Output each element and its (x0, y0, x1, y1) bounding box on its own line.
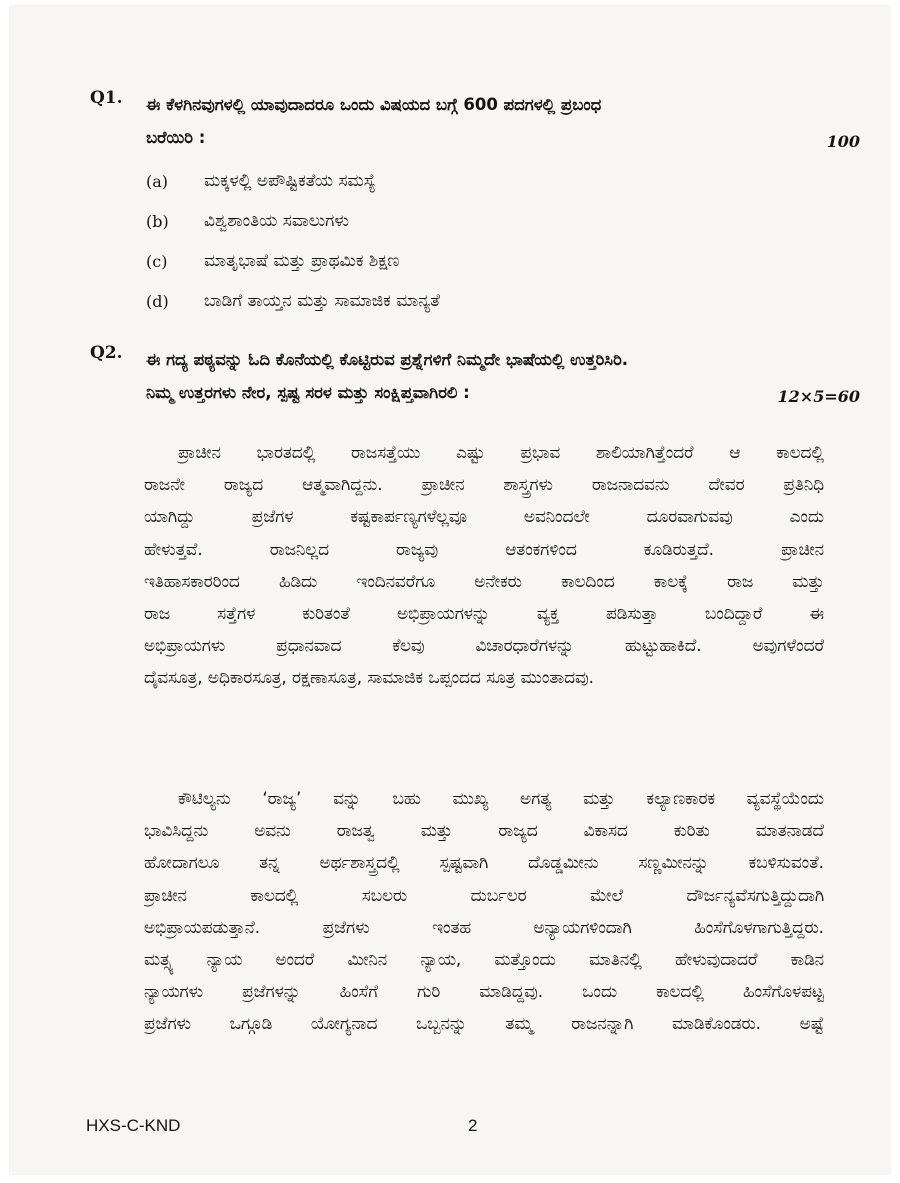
question-number: Q1. (90, 88, 123, 108)
passage-line: ರಾಜ ಸತ್ತೆಗಳ ಕುರಿತಂತೆ ಅಭಿಪ್ರಾಯಗಳನ್ನು ವ್ಯಕ್ತ ಪಡಿಸುತ್ತಾ ಬಂದಿದ್ದಾರೆ ಈ (144, 603, 824, 624)
option-label: (d) (146, 291, 169, 311)
passage-line: ಪ್ರಜೆಗಳು ಒಗ್ಗೂಡಿ ಯೋಗ್ಯನಾದ ಒಬ್ಬನನ್ನು ತಮ್ಮ ರಾಜನನ್ನಾಗಿ ಮಾಡಿಕೊಂಡರು. ಅಷ್ಟೆ (144, 1013, 824, 1034)
option-text: ವಿಶ್ವಶಾಂತಿಯ ಸವಾಲುಗಳು (204, 211, 349, 231)
option-text: ಬಾಡಿಗೆ ತಾಯ್ತನ ಮತ್ತು ಸಾಮಾಜಿಕ ಮಾನ್ಯತೆ (204, 291, 440, 311)
option-label: (c) (146, 251, 168, 271)
passage-line: ಅಭಿಪ್ರಾಯಪಡುತ್ತಾನೆ. ಪ್ರಜೆಗಳು ಇಂತಹ ಅನ್ಯಾಯಗಳಿಂದಾಗಿ ಹಿಂಸೆಗೊಳಗಾಗುತ್ತಿದ್ದರು. (144, 916, 824, 937)
passage-line: ಅಭಿಪ್ರಾಯಗಳು ಪ್ರಧಾನವಾದ ಕೆಲವು ವಿಚಾರಧಾರೆಗಳನ್ನು ಹುಟ್ಟುಹಾಕಿದೆ. ಅವುಗಳೆಂದರೆ (144, 635, 824, 656)
option-label: (a) (146, 171, 169, 191)
passage-paragraph-1 (144, 436, 824, 694)
page-number: 2 (468, 1116, 478, 1135)
question-2 (90, 343, 860, 413)
option-item (146, 241, 786, 281)
marks: 100 (826, 132, 860, 151)
question-line: ಈ ಗದ್ಯ ಪಠ್ಯವನ್ನು ಓದಿ ಕೊನೆಯಲ್ಲಿ ಕೊಟ್ಟಿರುವ ಪ್ರಶ್ನೆಗಳಿಗೆ ನಿಮ್ಮದೇ ಭಾಷೆಯಲ್ಲಿ ಉತ್ತರಿಸಿರಿ. (146, 350, 629, 369)
passage-line: ಮತ್ಸ್ಯ ನ್ಯಾಯ ಅಂದರೆ ಮೀನಿನ ನ್ಯಾಯ, ಮತ್ತೊಂದು ಮಾತಿನಲ್ಲಿ ಹೇಳುವುದಾದರೆ ಕಾಡಿನ (144, 949, 824, 970)
exam-page (10, 6, 890, 1174)
passage-paragraph-2 (144, 782, 824, 1040)
option-label: (b) (146, 211, 169, 231)
passage-line: ಪ್ರಾಚೀನ ಕಾಲದಲ್ಲಿ ಸಬಲರು ದುರ್ಬಲರ ಮೇಲೆ ದೌರ್ಜನ್ಯವೆಸಗುತ್ತಿದ್ದುದಾಗಿ (144, 884, 824, 905)
question-1 (90, 88, 860, 158)
question-line: ನಿಮ್ಮ ಉತ್ತರಗಳು ನೇರ, ಸ್ಪಷ್ಟ ಸರಳ ಮತ್ತು ಸಂಕ್ಷಿಪ್ತವಾಗಿರಲಿ : (146, 383, 470, 402)
question-line: ಈ ಕೆಳಗಿನವುಗಳಲ್ಲಿ ಯಾವುದಾದರೂ ಒಂದು ವಿಷಯದ ಬಗ್ಗೆ 600 ಪದಗಳಲ್ಲಿ ಪ್ರಬಂಧ (146, 95, 602, 114)
paper-code: HXS-C-KND (86, 1116, 181, 1135)
marks: 12×5=60 (777, 387, 860, 406)
passage-line: ಹೇಳುತ್ತವೆ. ರಾಜನಿಲ್ಲದ ರಾಜ್ಯವು ಆತಂಕಗಳಿಂದ ಕೂಡಿರುತ್ತದೆ. ಪ್ರಾಚೀನ (144, 538, 824, 559)
question-number: Q2. (90, 343, 123, 363)
passage-line: ದೈವಸೂತ್ರ, ಅಧಿಕಾರಸೂತ್ರ, ರಕ್ಷಣಾಸೂತ್ರ, ಸಾಮಾಜಿಕ ಒಪ್ಪಂದದ ಸೂತ್ರ ಮುಂತಾದವು. (144, 667, 594, 688)
option-item (146, 201, 786, 241)
passage-line: ಪ್ರಾಚೀನ ಭಾರತದಲ್ಲಿ ರಾಜಸತ್ತೆಯು ಎಷ್ಟು ಪ್ರಭಾವ ಶಾಲಿಯಾಗಿತ್ತೆಂದರೆ ಆ ಕಾಲದಲ್ಲಿ (178, 442, 824, 462)
question-line: ಬರೆಯಿರಿ : (146, 128, 206, 147)
passage-line: ಯಾಗಿದ್ದು ಪ್ರಜೆಗಳ ಕಷ್ಟಕಾರ್ಪಣ್ಯಗಳೆಲ್ಲವೂ ಅವನಿಂದಲೇ ದೂರವಾಗುವವು ಎಂದು (144, 506, 824, 527)
question-text (146, 343, 850, 409)
options-list (146, 161, 786, 321)
passage-line: ರಾಜನೇ ರಾಜ್ಯದ ಆತ್ಮವಾಗಿದ್ದನು. ಪ್ರಾಚೀನ ಶಾಸ್ತ್ರಗಳು ರಾಜನಾದವನು ದೇವರ ಪ್ರತಿನಿಧಿ (144, 474, 824, 495)
option-text: ಮಕ್ಕಳಲ್ಲಿ ಅಪೌಷ್ಟಿಕತೆಯ ಸಮಸ್ಯೆ (204, 171, 376, 191)
passage-line: ಭಾವಿಸಿದ್ದನು ಅವನು ರಾಜತ್ವ ಮತ್ತು ರಾಜ್ಯದ ವಿಕಾಸದ ಕುರಿತು ಮಾತನಾಡದೆ (144, 820, 824, 841)
option-item (146, 161, 786, 201)
option-text: ಮಾತೃಭಾಷೆ ಮತ್ತು ಪ್ರಾಥಮಿಕ ಶಿಕ್ಷಣ (204, 251, 400, 271)
passage-line: ಇತಿಹಾಸಕಾರರಿಂದ ಹಿಡಿದು ಇಂದಿನವರೆಗೂ ಅನೇಕರು ಕಾಲದಿಂದ ಕಾಲಕ್ಕೆ ರಾಜ ಮತ್ತು (144, 570, 824, 591)
passage-line: ಹೋದಾಗಲೂ ತನ್ನ ಅರ್ಥಶಾಸ್ತ್ರದಲ್ಲಿ ಸ್ಪಷ್ಟವಾಗಿ ದೊಡ್ಡಮೀನು ಸಣ್ಣಮೀನನ್ನು ಕಬಳಿಸುವಂತೆ. (144, 852, 824, 873)
passage-line: ಕೌಟಿಲ್ಯನು ‘ರಾಜ್ಯ’ ವನ್ನು ಬಹು ಮುಖ್ಯ ಅಗತ್ಯ ಮತ್ತು ಕಲ್ಯಾಣಕಾರಕ ವ್ಯವಸ್ಥೆಯೆಂದು (178, 788, 824, 808)
passage-line: ನ್ಯಾಯಗಳು ಪ್ರಜೆಗಳನ್ನು ಹಿಂಸೆಗೆ ಗುರಿ ಮಾಡಿದ್ದವು. ಒಂದು ಕಾಲದಲ್ಲಿ ಹಿಂಸೆಗೊಳಪಟ್ಟ (144, 981, 824, 1002)
option-item (146, 281, 786, 321)
question-text (146, 88, 850, 154)
